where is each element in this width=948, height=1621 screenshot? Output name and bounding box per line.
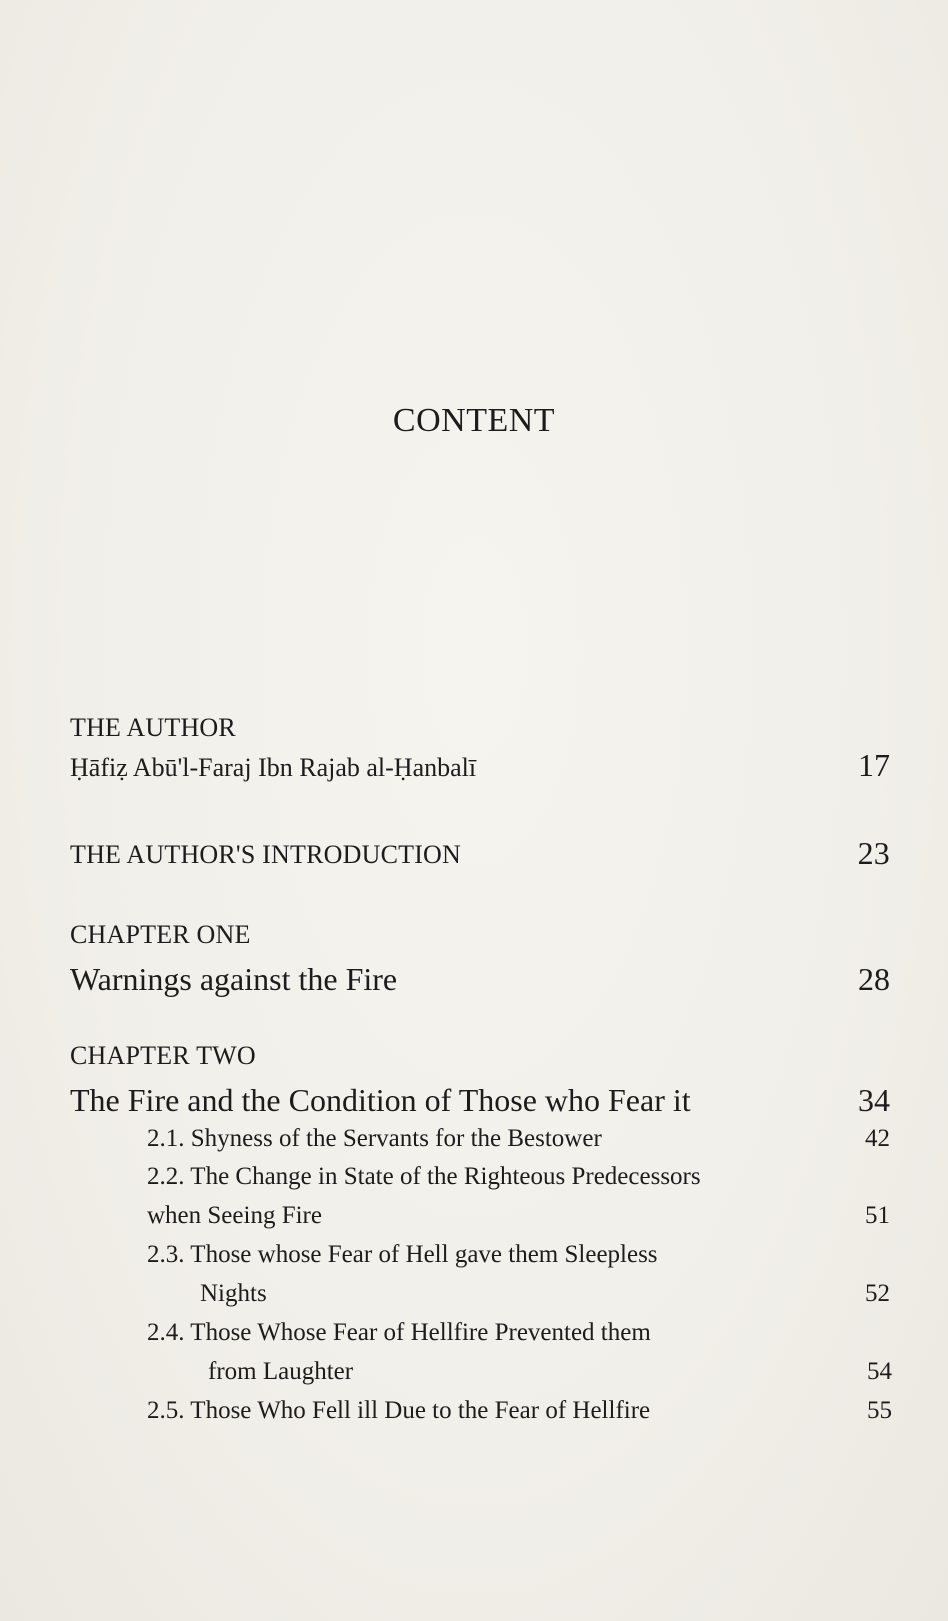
toc-entry-author[interactable] [70,747,890,783]
toc-page-number: 23 [857,835,890,871]
toc-entry-title: Ḥāfiẓ Abū'l-Faraj Ibn Rajab al-Ḥanbalī [70,753,477,782]
toc-page-number: 51 [865,1202,890,1229]
author-section-label [70,713,890,743]
toc-section-title: 2.1. Shyness of the Servants for the Bestower [147,1125,602,1152]
toc-section-title-cont: when Seeing Fire [147,1202,322,1229]
chapter-one-label [70,920,890,950]
toc-entry-introduction[interactable] [70,835,890,871]
toc-section-title: 2.3. Those whose Fear of Hell gave them Sleepless [147,1241,658,1268]
toc-section-title: 2.5. Those Who Fell ill Due to the Fear of Hellfire [147,1397,651,1424]
toc-page-number: 55 [867,1397,892,1424]
toc-section-2-4[interactable] [147,1319,890,1347]
toc-section-title-cont: Nights [200,1280,267,1307]
toc-page-number: 17 [858,747,890,783]
toc-entry-chapter-two[interactable] [70,1082,890,1119]
chapter-two-label-text: CHAPTER TWO [70,1041,256,1070]
toc-entry-chapter-one[interactable] [70,961,890,998]
toc-section-title: 2.2. The Change in State of the Righteous Predecessors [147,1163,701,1190]
toc-section-title: 2.4. Those Whose Fear of Hellfire Prevented them [147,1319,651,1346]
toc-page-number: 34 [858,1082,890,1118]
toc-section-2-3[interactable] [147,1241,890,1269]
toc-section-2-5[interactable] [147,1397,892,1425]
toc-section-2-2[interactable] [147,1163,890,1191]
page-title: CONTENT [392,402,556,439]
toc-section-2-1[interactable] [147,1125,890,1153]
chapter-one-label-text: CHAPTER ONE [70,920,251,949]
toc-entry-title: The Fire and the Condition of Those who Fear it [70,1082,691,1118]
toc-section-2-2-cont[interactable] [147,1202,890,1230]
toc-page-number: 54 [867,1358,892,1385]
toc-section-2-4-cont[interactable] [208,1358,892,1386]
toc-page-number: 28 [858,961,890,997]
toc-page-number: 42 [865,1125,890,1152]
toc-page-number: 52 [865,1280,890,1307]
toc-section-2-3-cont[interactable] [200,1280,890,1308]
author-section-label-text: THE AUTHOR [70,713,236,742]
toc-entry-title: Warnings against the Fire [70,961,398,997]
toc-section-title-cont: from Laughter [208,1358,354,1385]
chapter-two-label [70,1041,890,1071]
toc-entry-title: THE AUTHOR'S INTRODUCTION [70,840,462,869]
